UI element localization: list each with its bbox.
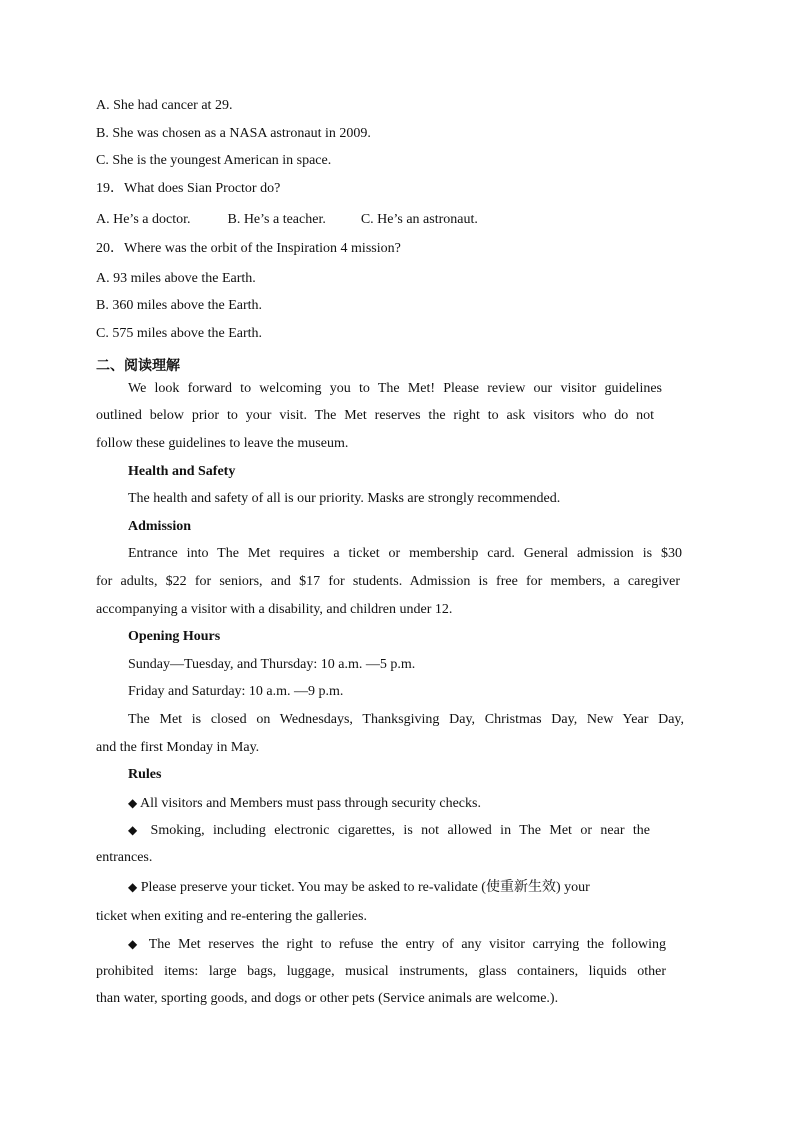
q20-question: 20．Where was the orbit of the Inspiration 4 mission? xyxy=(96,241,401,256)
intro-line-3: follow these guidelines to leave the museum. xyxy=(96,436,349,451)
q19-option-b: B. He’s a teacher. xyxy=(227,212,326,227)
rule-2-line-2: entrances. xyxy=(96,850,153,865)
q20-option-a: A. 93 miles above the Earth. xyxy=(96,271,256,286)
diamond-bullet-icon: ◆ xyxy=(128,796,138,810)
hours-line-1: Sunday—Tuesday, and Thursday: 10 a.m. —5 p.m. xyxy=(128,657,416,672)
admission-line-3: accompanying a visitor with a disability, and children under 12. xyxy=(96,602,453,617)
rule-3-line-2: ticket when exiting and re-entering the galleries. xyxy=(96,909,367,924)
admission-line-2: for adults, $22 for seniors, and $17 for students. Admission is free for members, a caregiver xyxy=(96,574,680,589)
q19-option-c: C. He’s an astronaut. xyxy=(360,212,478,227)
health-text: The health and safety of all is our priority. Masks are strongly recommended. xyxy=(128,491,561,506)
rule-1 xyxy=(128,794,728,813)
section-title: 二、阅读理解 xyxy=(96,358,180,374)
rule-2-text: Smoking, including electronic cigarettes, is not allowed in The Met or near the xyxy=(150,823,651,838)
rule-4-line-2: prohibited items: large bags, luggage, musical instruments, glass containers, liquids other xyxy=(96,964,666,979)
diamond-bullet-icon: ◆ xyxy=(128,823,143,837)
rule-1-text: All visitors and Members must pass through security checks. xyxy=(139,796,481,811)
rule-3-line-1 xyxy=(128,878,728,897)
hours-line-4: and the first Monday in May. xyxy=(96,740,260,755)
rule-4-line-1 xyxy=(128,935,666,954)
rule-4-text: The Met reserves the right to refuse the entry of any visitor carrying the following xyxy=(148,937,666,952)
rule-3-text: Please preserve your ticket. You may be asked to re-validate (使重新生效) your xyxy=(140,880,590,895)
intro-line-2: outlined below prior to your visit. The Met reserves the right to ask visitors who do not xyxy=(96,408,654,423)
q18-option-b: B. She was chosen as a NASA astronaut in 2009. xyxy=(96,126,371,141)
rule-2-line-1 xyxy=(128,821,650,840)
diamond-bullet-icon: ◆ xyxy=(128,880,138,894)
hours-heading: Opening Hours xyxy=(128,629,221,644)
admission-heading: Admission xyxy=(128,519,192,534)
q19-question: 19．What does Sian Proctor do? xyxy=(96,181,281,196)
q18-option-c: C. She is the youngest American in space. xyxy=(96,153,332,168)
q19-options xyxy=(96,211,696,229)
rules-heading: Rules xyxy=(128,767,162,782)
q18-option-a: A. She had cancer at 29. xyxy=(96,98,233,113)
hours-line-3: The Met is closed on Wednesdays, Thanksgiving Day, Christmas Day, New Year Day, xyxy=(128,712,684,727)
q20-option-b: B. 360 miles above the Earth. xyxy=(96,298,263,313)
rule-4-line-3: than water, sporting goods, and dogs or other pets (Service animals are welcome.). xyxy=(96,991,559,1006)
diamond-bullet-icon: ◆ xyxy=(128,937,142,951)
hours-line-2: Friday and Saturday: 10 a.m. —9 p.m. xyxy=(128,684,344,699)
q20-option-c: C. 575 miles above the Earth. xyxy=(96,326,263,341)
health-heading: Health and Safety xyxy=(128,464,236,479)
intro-line-1: We look forward to welcoming you to The Met! Please review our visitor guidelines xyxy=(128,381,662,396)
admission-line-1: Entrance into The Met requires a ticket or membership card. General admission is $30 xyxy=(128,546,682,561)
q19-option-a: A. He’s a doctor. xyxy=(96,212,191,227)
